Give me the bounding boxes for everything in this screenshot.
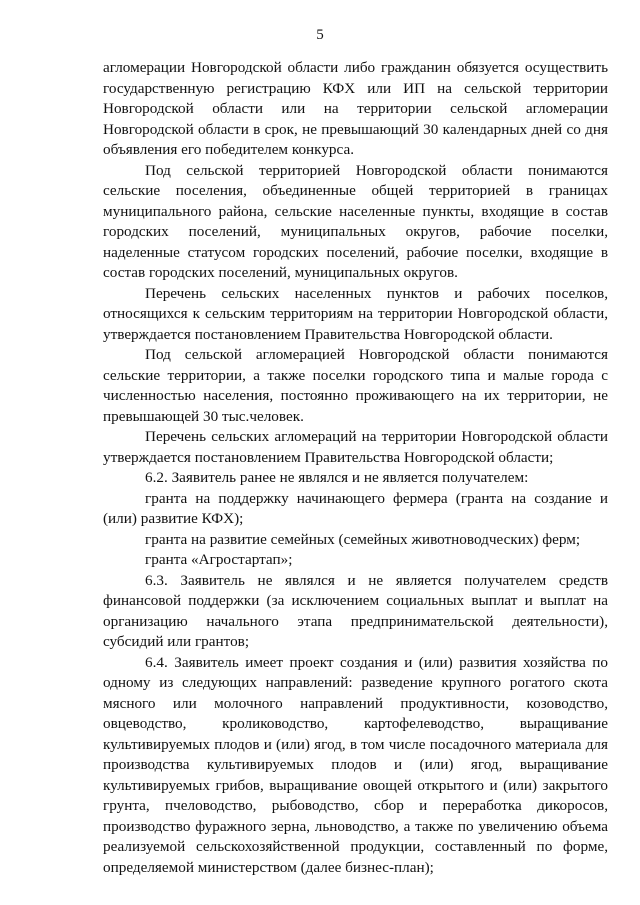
paragraph-rural-territory-definition: Под сельской территорией Новгородской области понимаются сельские поселения, объединенные общей территорией в границах муниципального района, сельские населенные пункты, входящие в состав городских поселений, муниципальных округов, рабочие поселки, наделенные статусом городских поселений, рабочие поселки, входящие в состав городских поселений, муниципальных округов. xyxy=(103,161,608,281)
body-text xyxy=(103,58,608,878)
paragraph-grant-beginning-farmer: гранта на поддержку начинающего фермера (гранта на создание и (или) развитие КФХ); xyxy=(103,489,608,527)
paragraph-rural-settlements-list: Перечень сельских населенных пунктов и рабочих поселков, относящихся к сельским территориям на территории Новгородской области, утверждается постановлением Правительства Новгородской области. xyxy=(103,284,608,343)
page-number: 5 xyxy=(316,27,324,43)
paragraph-agglomerations-list: Перечень сельских агломераций на территории Новгородской области утверждается постановлением Правительства Новгородской области; xyxy=(103,428,608,466)
paragraph-agglomeration-registration: агломерации Новгородской области либо гражданин обязуется осуществить государственную регистрацию КФХ или ИП на сельской территории Новгородской области или на территории сельской агломерации Новгородской области в срок, не превышающий 30 календарных дней со дня объявления его победителем конкурса. xyxy=(103,59,608,158)
paragraph-rural-agglomeration-definition: Под сельской агломерацией Новгородской области понимаются сельские территории, а также поселки городского типа и малые города с численностью населения, постоянно проживающего на их территории, не превышающей 30 тыс.человек. xyxy=(103,346,608,425)
paragraph-clause-6-4: 6.4. Заявитель имеет проект создания и (или) развития хозяйства по одному из следующих направлений: разведение крупного рогатого скота мясного или молочного направлений продуктивности, козоводство, овцеводство, кролиководство, картофелеводство, выращивание культивируемых плодов и (или) ягод, в том числе посадочного материала для производства культивируемых плодов и (или) ягод, выращивание культивируемых грибов, выращивание овощей открытого и (или) закрытого грунта, пчеловодство, рыбоводство, сбор и переработка дикоросов, производство фуражного зерна, льноводство, а также по увеличению объема реализуемой сельскохозяйственной продукции, составленный по форме, определяемой министерством (далее бизнес-план); xyxy=(103,653,608,876)
paragraph-clause-6-2: 6.2. Заявитель ранее не являлся и не является получателем: xyxy=(145,469,529,486)
paragraph-grant-family-farms: гранта на развитие семейных (семейных животноводческих) ферм; xyxy=(145,530,581,548)
paragraph-grant-agrostartap: гранта «Агростартап»; xyxy=(145,551,293,568)
paragraph-clause-6-3: 6.3. Заявитель не являлся и не является получателем средств финансовой поддержки (за исключением социальных выплат и выплат на организацию начального этапа предпринимательской деятельности), субсидий или грантов; xyxy=(103,571,608,650)
